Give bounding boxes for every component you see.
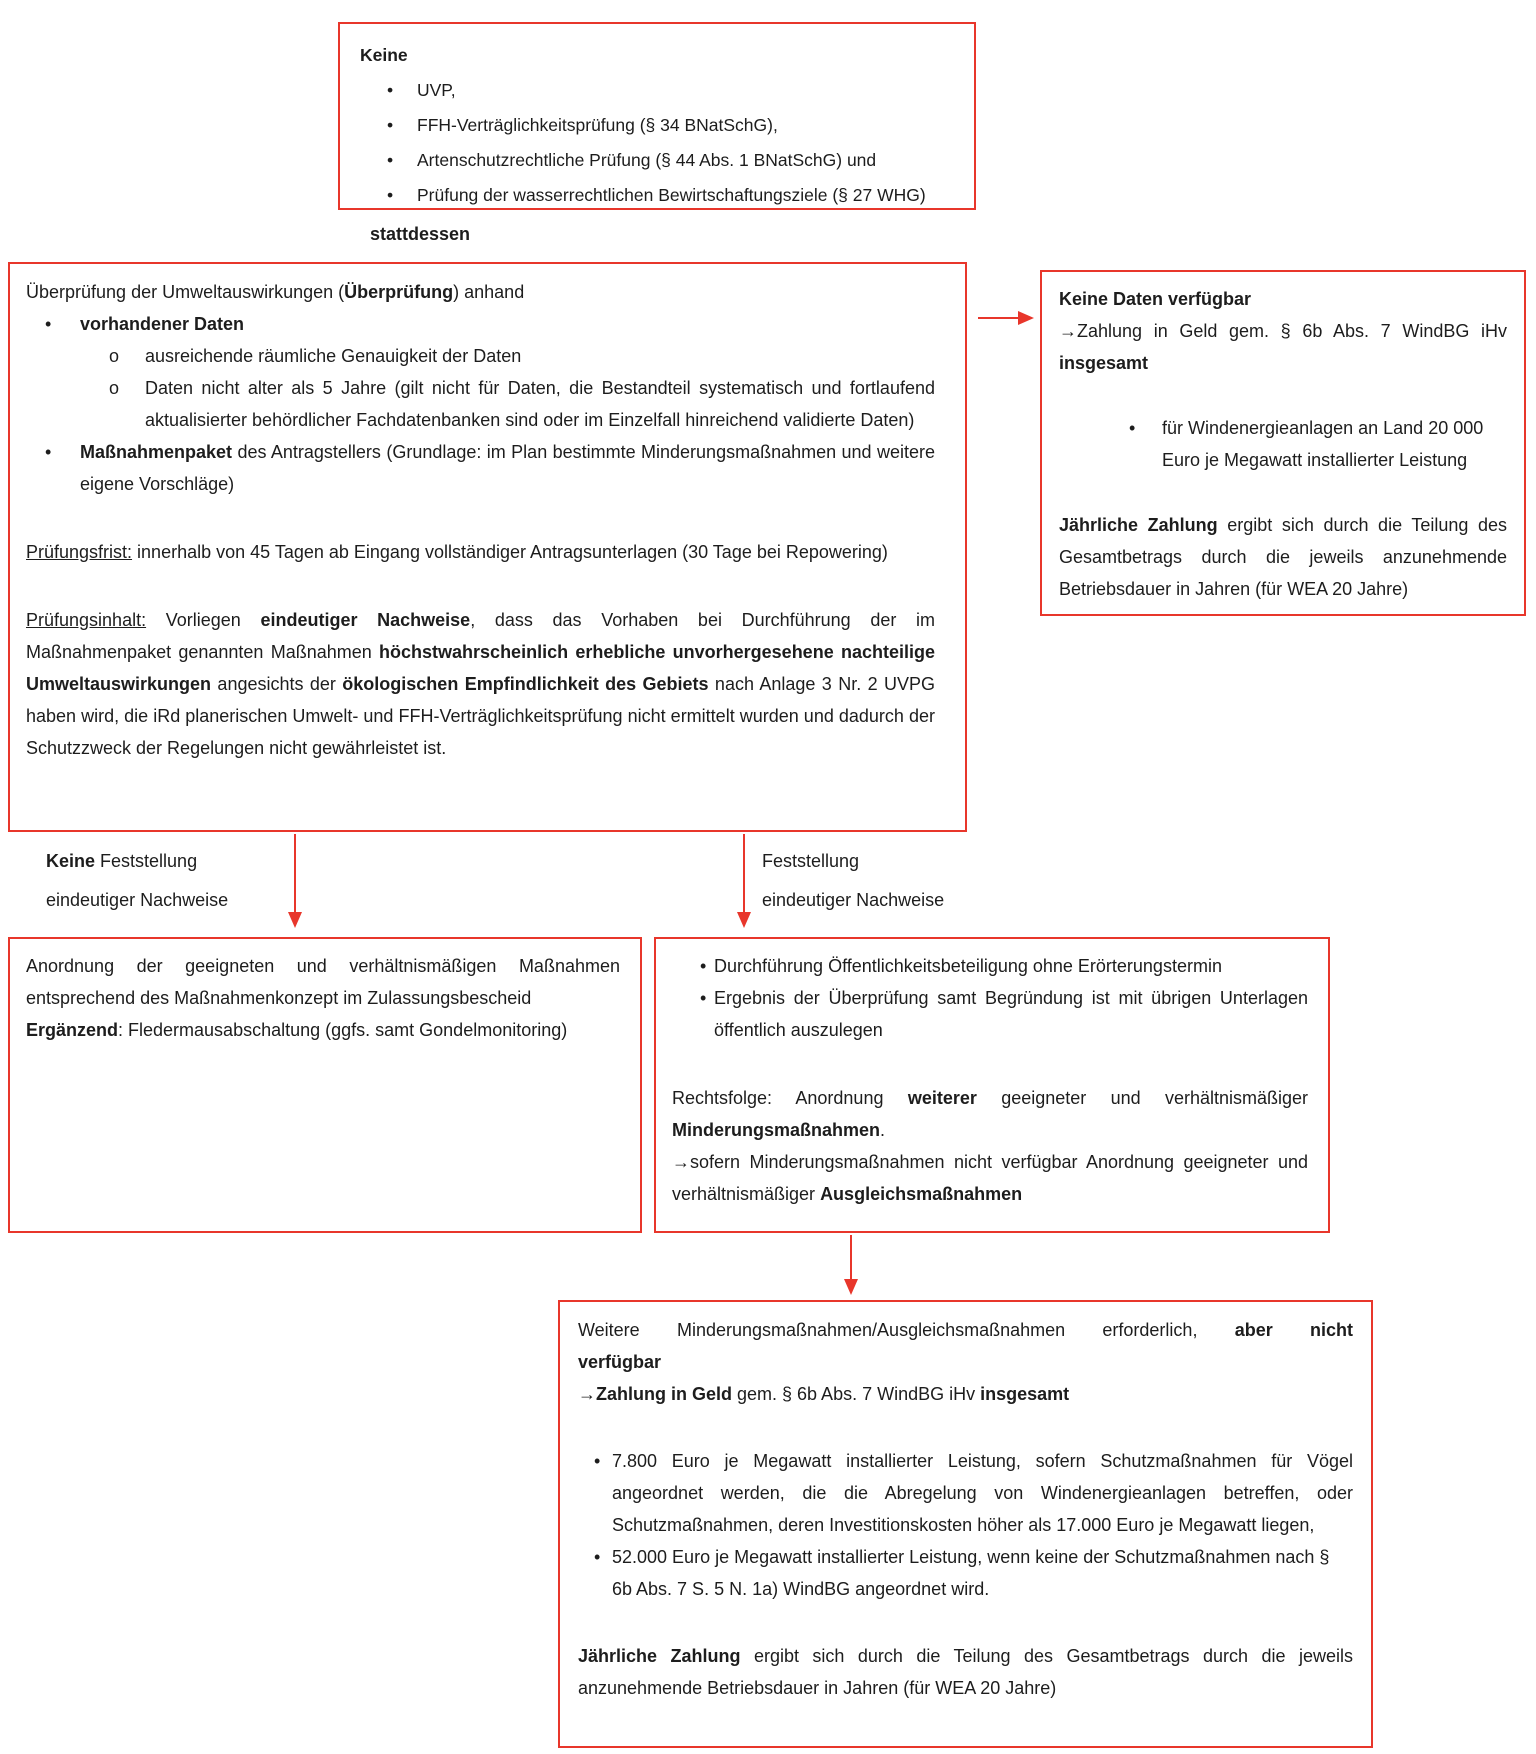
text-run: Weitere Minderungsmaßnahmen/Ausgleichsmaßnahmen erforderlich, — [578, 1320, 1235, 1340]
text-run: ergibt sich durch die Teilung des Gesamtbetrags durch die jeweils anzunehmende Betriebsdauer in Jahren (für WEA 20 Jahre) — [578, 1646, 1353, 1698]
note-line — [672, 1178, 1308, 1210]
bullet-icon: • — [594, 1547, 601, 1567]
arrow-shaft — [294, 834, 296, 912]
list-item-text: vorhandener Daten — [80, 314, 245, 334]
list-item-text: Durchführung Öffentlichkeitsbeteiligung ohne Erörterungstermin — [714, 956, 1222, 976]
box-title: Keine Daten verfügbar — [1059, 289, 1252, 309]
bullet-icon: • — [700, 956, 707, 976]
text-run: Rechtsfolge: Anordnung — [672, 1088, 908, 1108]
circle-bullet-icon: o — [109, 346, 120, 366]
branch-label-line: Feststellung — [762, 851, 860, 871]
bullet-icon: • — [45, 314, 52, 334]
branch-arrow-left-icon — [287, 834, 303, 928]
text-run-bold: eindeutiger Nachweise — [260, 610, 471, 630]
arrow-shaft — [850, 1235, 852, 1279]
text-run: , dass das Vorhaben bei Durchführung der im Maßnahmenpaket genannten Maßnahmen — [26, 610, 935, 662]
text-run: : Fledermausabschaltung (ggfs. samt Gondelmonitoring) — [118, 1020, 568, 1040]
branch-label-line: eindeutiger Nachweise — [762, 890, 945, 910]
text-run: Zahlung in Geld gem. § 6b Abs. 7 WindBG iHv — [1077, 321, 1507, 341]
list-item — [578, 1541, 1353, 1605]
text-run-bold: aber nicht — [1234, 1320, 1353, 1340]
arrow-right-glyph: → — [672, 1152, 690, 1172]
intro-line: verfügbar — [578, 1352, 662, 1372]
bullet-icon: • — [387, 80, 394, 100]
bullet-icon: • — [387, 115, 394, 135]
bullet-icon: • — [387, 185, 394, 205]
text-run-bold: Jährliche Zahlung — [578, 1646, 741, 1666]
rechtsfolge-line — [672, 1114, 1308, 1146]
text-run-bold: Zahlung in Geld — [596, 1384, 732, 1404]
list-item-text: Artenschutzrechtliche Prüfung (§ 44 Abs. 1 BNatSchG) und — [417, 150, 877, 170]
underlined-label: Prüfungsfrist: — [26, 542, 133, 562]
connector-label: stattdessen — [370, 224, 471, 244]
rechtsfolge-line — [672, 1082, 1308, 1114]
bullet-icon: • — [1129, 418, 1136, 438]
list-item — [360, 143, 954, 178]
text-run-bold: insgesamt — [980, 1384, 1070, 1404]
arrow-head — [844, 1279, 858, 1295]
circle-bullet-icon: o — [109, 378, 120, 398]
supplement-paragraph — [26, 1014, 620, 1046]
text-run-bold: Ergänzend — [26, 1020, 119, 1040]
list-item-text: Daten nicht alter als 5 Jahre (gilt nicht für Daten, die Bestandteil systematisch und fortlaufend aktualisierter behördlicher Fachdatenbanken sind oder im Einzelfall hinreichend validierte Daten) — [145, 378, 935, 430]
box-title: Keine — [360, 45, 408, 65]
text-run: des Antragstellers (Grundlage: im Plan bestimmte Minderungsmaßnahmen und weitere eigene Vorschläge) — [80, 442, 935, 494]
text-run: innerhalb von 45 Tagen ab Eingang vollständiger Antragsunterlagen (30 Tage bei Repowering) — [132, 542, 888, 562]
list-item-text: für Windenergieanlagen an Land 20 000 Euro je Megawatt installierter Leistung — [1162, 418, 1484, 470]
list-item — [578, 1445, 1353, 1541]
text-run-bold: Maßnahmenpaket — [80, 442, 233, 462]
list-item-text: ausreichende räumliche Genauigkeit der Daten — [145, 346, 522, 366]
list-item — [1059, 412, 1507, 476]
no-assessments-box — [338, 22, 976, 210]
note-line — [672, 1146, 1308, 1178]
arrow-head — [1018, 311, 1034, 325]
text-run: geeigneter und verhältnismäßiger — [976, 1088, 1309, 1108]
text-run-bold: Jährliche Zahlung — [1059, 515, 1218, 535]
list-item-text: Prüfung der wasserrechtlichen Bewirtschaftungsziele (§ 27 WHG) — [417, 185, 926, 205]
branch-label-line — [46, 842, 228, 881]
arrow-head — [288, 912, 302, 928]
order-paragraph: Anordnung der geeigneten und verhältnismäßigen Maßnahmen entsprechend des Maßnahmenkonzept im Zulassungsbescheid — [26, 956, 620, 1008]
text-run: ergibt sich durch die Teilung des Gesamtbetrags durch die jeweils anzunehmende Betriebsdauer in Jahren (für WEA 20 Jahre) — [1059, 515, 1508, 599]
list-item-text: 52.000 Euro je Megawatt installierter Leistung, wenn keine der Schutzmaßnahmen nach § 6b Abs. 7 S. 5 N. 1a) WindBG angeordnet wird. — [612, 1547, 1330, 1599]
intro-line — [578, 1314, 1353, 1346]
list-item-text: 7.800 Euro je Megawatt installierter Leistung, sofern Schutzmaßnahmen für Vögel angeordnet werden, die die Abregelung von Windenergieanlagen betreffen, oder Schutzmaßnahmen, deren Investitionskosten höher als 17.000 Euro je Megawatt liegen, — [612, 1451, 1353, 1535]
text-run: gem. § 6b Abs. 7 WindBG iHv — [732, 1384, 981, 1404]
list-item — [672, 982, 1308, 1046]
payment-line — [578, 1378, 1353, 1410]
arrow-head — [737, 912, 751, 928]
list-item — [360, 73, 954, 108]
sub-list-item — [26, 340, 935, 372]
text-run: Feststellung — [95, 851, 198, 871]
text-run-bold: insgesamt — [1059, 353, 1149, 373]
text-run-bold: Keine — [46, 851, 96, 871]
text-run-bold: Ausgleichsmaßnahmen — [820, 1184, 1023, 1204]
text-run: . — [880, 1120, 886, 1140]
payment-box — [558, 1300, 1373, 1748]
text-run-bold: ökologischen Empfindlichkeit des Gebiets — [342, 674, 709, 694]
intro-paragraph — [26, 276, 935, 308]
measures-order-box — [8, 937, 642, 1233]
list-item — [672, 950, 1308, 982]
list-item-text: UVP, — [417, 80, 456, 100]
text-run: sofern Minderungsmaßnahmen nicht verfügbar Anordnung geeigneter und — [690, 1152, 1308, 1172]
bullet-icon: • — [594, 1451, 601, 1471]
text-run: verhältnismäßiger — [672, 1184, 821, 1204]
bullet-icon: • — [700, 988, 707, 1008]
text-run: ) anhand — [453, 282, 525, 302]
branch-label-finding — [762, 842, 944, 920]
public-participation-box — [654, 937, 1330, 1233]
branch-arrow-right-icon — [736, 834, 752, 928]
text-run: Überprüfung der Umweltauswirkungen ( — [26, 282, 345, 302]
pruefungsfrist-paragraph — [26, 536, 935, 568]
payment-line — [1059, 315, 1507, 347]
arrow-shaft — [978, 317, 1018, 319]
list-item-text: Ergebnis der Überprüfung samt Begründung ist mit übrigen Unterlagen öffentlich auszulegen — [714, 988, 1308, 1040]
branch-label-line: eindeutiger Nachweise — [46, 890, 229, 910]
sub-list-item — [26, 372, 935, 436]
text-run-bold: Überprüfung — [344, 282, 454, 302]
bullet-icon: • — [387, 150, 394, 170]
no-data-box — [1040, 270, 1526, 616]
annual-payment-paragraph — [578, 1640, 1353, 1704]
text-run-bold: höchstwahrscheinlich erhebliche unvorhergesehene nachteilige Umweltauswirkungen — [26, 642, 935, 694]
arrow-right-glyph: → — [578, 1384, 596, 1404]
arrow-shaft — [743, 834, 745, 912]
branch-label-no-finding — [46, 842, 228, 920]
bullet-icon: • — [45, 442, 52, 462]
review-box — [8, 262, 967, 832]
arrow-right-glyph: → — [1059, 321, 1077, 341]
underlined-label: Prüfungsinhalt: — [26, 610, 147, 630]
list-item — [360, 178, 954, 210]
arrow-down-icon — [843, 1235, 859, 1295]
annual-payment-paragraph — [1059, 509, 1507, 605]
text-run-bold: Minderungsmaßnahmen — [672, 1120, 881, 1140]
text-run: nach Anlage 3 Nr. 2 UVPG haben wird, die iRd planerischen Umwelt- und FFH-Verträglichkeitsprüfung nicht ermittelt wurden und dadurch der Schutzzweck der Regelungen nicht gewährleistet ist. — [26, 674, 936, 758]
text-run: angesichts der — [211, 674, 343, 694]
list-item-text — [80, 436, 935, 500]
list-item-text: FFH-Verträglichkeitsprüfung (§ 34 BNatSchG), — [417, 115, 778, 135]
text-run: Vorliegen — [146, 610, 261, 630]
text-run-bold: weiterer — [907, 1088, 977, 1108]
arrow-right-icon — [978, 310, 1034, 326]
pruefungsinhalt-paragraph — [26, 604, 935, 764]
list-item — [360, 108, 954, 143]
list-item — [26, 308, 935, 340]
list-item — [26, 436, 935, 500]
